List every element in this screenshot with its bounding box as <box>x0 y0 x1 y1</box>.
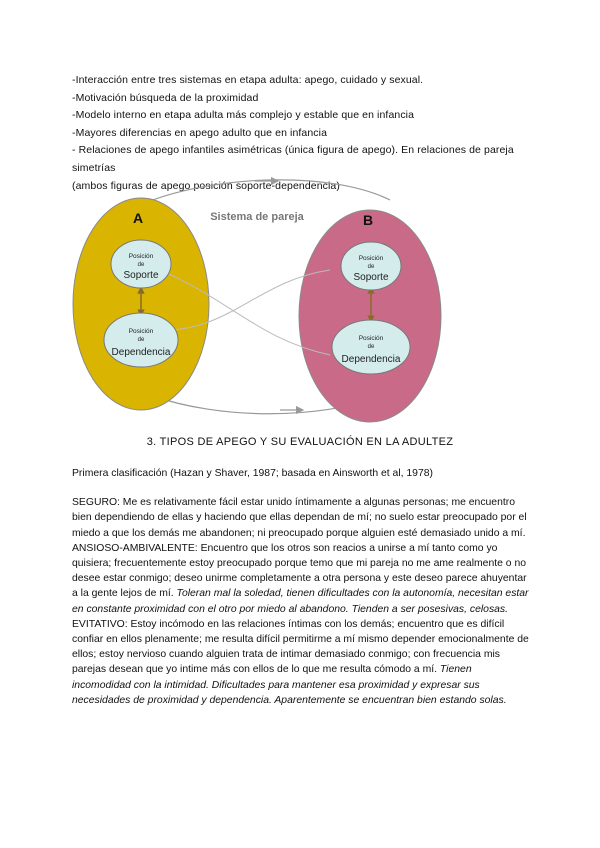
circle-label-big: Soporte <box>123 270 159 281</box>
evitativo-italic: Tienen incomodidad con la intimidad. Dificultades para mantener esa proximidad y expresar sus necesidades de proximidad y dependencia. Aparentemente se encuentran bien estando solas. <box>72 664 507 706</box>
section-title: 3. TIPOS DE APEGO Y SU EVALUACIÓN EN LA ADULTEZ <box>146 436 454 448</box>
circle-label-de: de <box>367 264 375 270</box>
bullet-item: (ambos figuras de apego posición soporte-dependencia) <box>72 179 340 192</box>
diagram-title: Sistema de pareja <box>210 211 304 223</box>
ansioso-paragraph <box>72 541 532 617</box>
letter-a: A <box>132 210 144 226</box>
top-arc-arrow <box>140 180 390 205</box>
evitativo-paragraph <box>72 617 532 708</box>
circle-label-de: de <box>367 344 375 350</box>
intro-paragraph: Primera clasificación (Hazan y Shaver, 1987; basada en Ainsworth et al, 1978) <box>72 468 433 479</box>
letter-b: B <box>362 212 374 228</box>
bullet-item: -Mayores diferencias en apego adulto que en infancia <box>72 126 328 139</box>
circle-label-big: Dependencia <box>111 347 171 358</box>
bullet-item: -Interacción entre tres sistemas en etapa adulta: apego, cuidado y sexual. <box>72 74 424 86</box>
circle-label-big: Dependencia <box>341 354 401 365</box>
circle-label-de: de <box>137 337 145 343</box>
circle-label-big: Soporte <box>353 272 389 283</box>
bullet-item: -Motivación búsqueda de la proximidad <box>72 91 259 104</box>
bullet-item: - Relaciones de apego infantiles asimétricas (única figura de apego). En relaciones de pareja simetrías <box>72 144 514 174</box>
ansioso-text: ANSIOSO-AMBIVALENTE: Encuentro que los otros son reacios a unirse a mí tanto como yo quisiera; frecuentemente estoy preocupado porque temo que mi pareja no me ame realmente o no desee estar conmigo; deseo unirme completamente a otra persona y este deseo parece ahuyentar a la gente lejos de mí. <box>72 542 527 600</box>
circle-label-small: Posición <box>128 253 154 260</box>
seguro-paragraph: SEGURO: Me es relativamente fácil estar unido íntimamente a algunas personas; me encuentro bien dependiendo de ellas y haciendo que ellas dependan de mí; no suelo estar preocupado por el miedo a que los demás me abandonen; ni preocupado porque alguien esté demasiado unido a mí. <box>72 497 527 539</box>
circle-label-de: de <box>137 262 145 268</box>
circle-label-small: Posición <box>358 335 384 342</box>
body-text <box>72 466 532 708</box>
evitativo-text: EVITATIVO: Estoy incómodo en las relaciones íntimas con los demás; encuentro que es difícil confiar en ellos plenamente; me resulta difícil permitirme a mí mismo depender emocionalmente de ellos; estoy nervioso cuando alguien trata de intimar demasiado conmigo; con frecuencia mis parejas desean que yo intime más con ellos de lo que me resulta cómodo a mí. <box>72 618 529 676</box>
circle-label-small: Posición <box>128 328 154 335</box>
circle-label-small: Posición <box>358 255 384 262</box>
ansioso-italic: Toleran mal la soledad, tienen dificultades con la autonomía, necesitan estar en constante proximidad con el otro por miedo al abandono. Tienden a ser posesivas, celosas. <box>72 588 529 615</box>
bullet-item: -Modelo interno en etapa adulta más complejo y estable que en infancia <box>72 109 415 122</box>
